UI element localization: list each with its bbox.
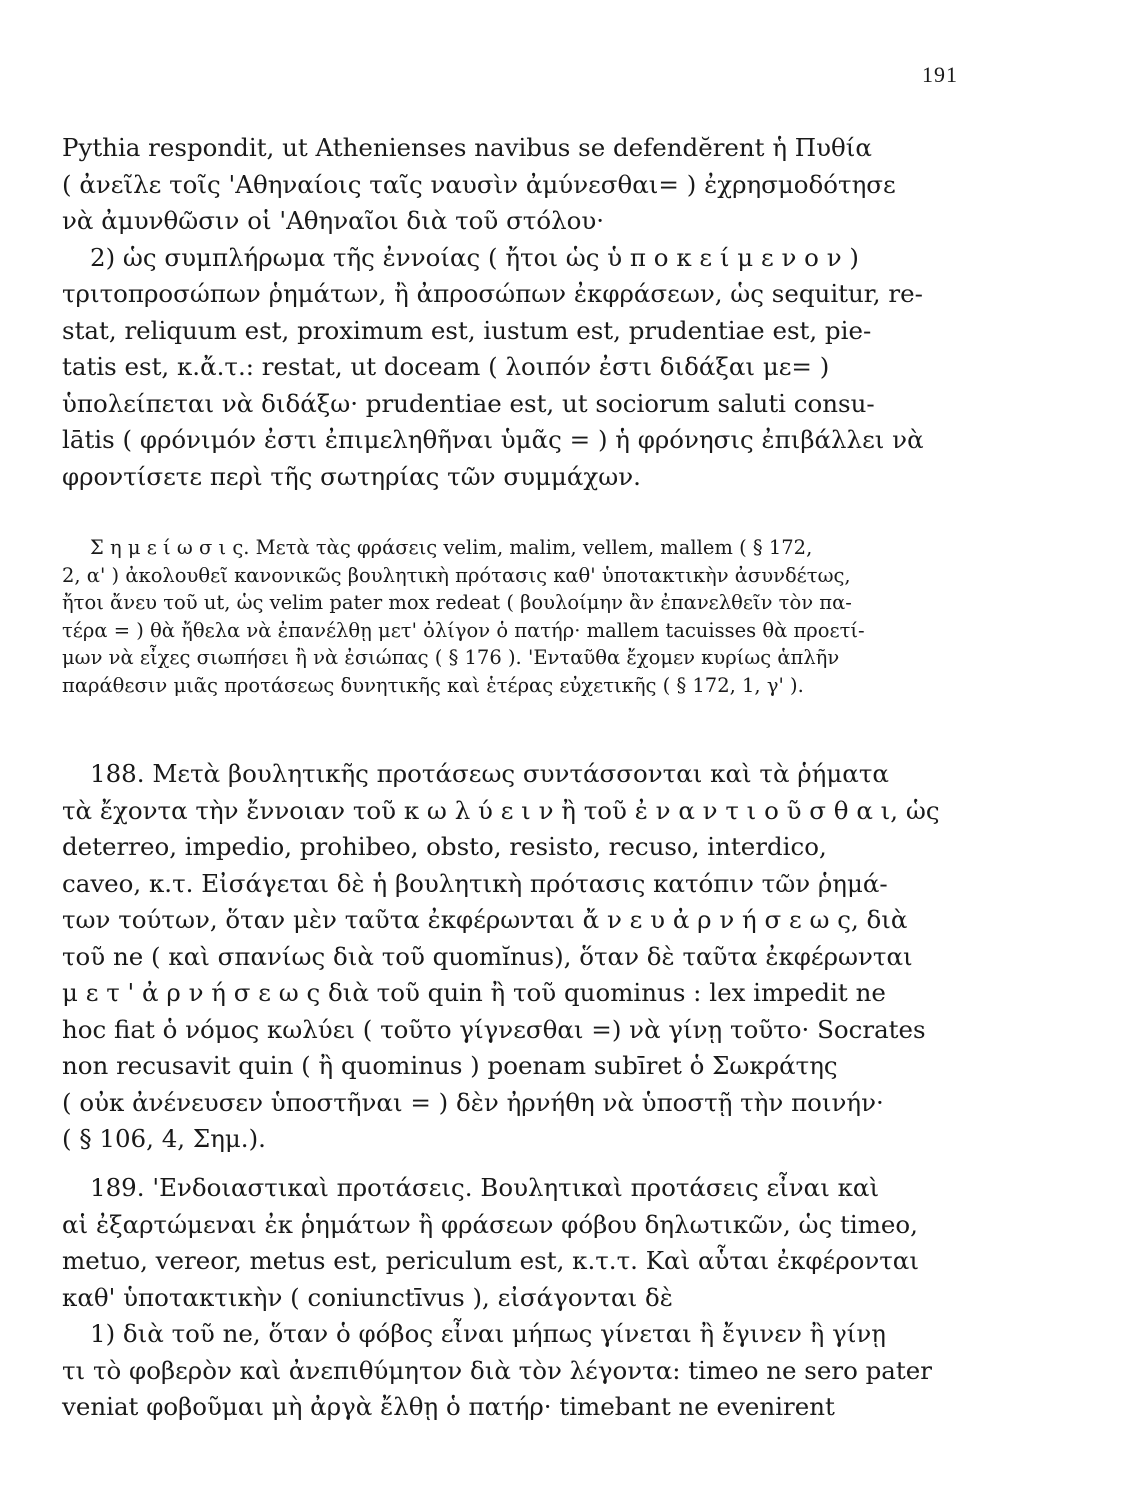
text-line: ( οὐκ ἀνένευσεν ὑποστῆναι = ) δὲν ἠρνήθη νὰ ὑποστῇ τὴν ποινήν· xyxy=(62,1087,884,1117)
text-line: τριτοπροσώπων ῥημάτων, ἢ ἀπροσώπων ἐκφράσεων, ὡς sequitur, re- xyxy=(62,279,923,308)
text-line: νὰ ἀμυνθῶσιν οἱ 'Αθηναῖοι διὰ τοῦ στόλου· xyxy=(62,206,605,235)
text-line: non recusavit quin ( ἢ quominus ) poenam subīret ὁ Σωκράτης xyxy=(62,1051,838,1080)
text-line: των τούτων, ὅταν μὲν ταῦτα ἐκφέρωνται ἄ ν ε υ ἀ ρ ν ή σ ε ω ς, διὰ xyxy=(62,905,908,934)
section-188-heading-line: 188. Μετὰ βουλητικῆς προτάσεως συντάσσονται καὶ τὰ ῥήματα xyxy=(90,759,889,788)
text-line: tatis est, κ.ἄ.τ.: restat, ut doceam ( λοιπόν ἐστι διδάξαι με= ) xyxy=(62,352,830,381)
text-line: τὰ ἔχοντα τὴν ἔννοιαν τοῦ κ ω λ ύ ε ι ν ἢ τοῦ ἐ ν α ν τ ι ο ῦ σ θ α ι, ὡς xyxy=(62,795,940,825)
text-line: Pythia respondit, ut Athenienses navibus se defendĕrent ἡ Πυθία xyxy=(62,133,872,162)
page-number: 191 xyxy=(922,62,958,87)
note-line: ἤτοι ἄνευ τοῦ ut, ὡς velim pater mox redeat ( βουλοίμην ἂν ἐπανελθεῖν τὸν πα- xyxy=(62,591,852,614)
text-line: ( § 106, 4, Σημ.). xyxy=(62,1124,266,1153)
text-line: 1) διὰ τοῦ ne, ὅταν ὁ φόβος εἶναι μήπως γίνεται ἢ ἔγινεν ἢ γίνῃ xyxy=(90,1319,886,1348)
text-line: τι τὸ φοβερὸν καὶ ἀνεπιθύμητον διὰ τὸν λέγοντα: timeo ne sero pater xyxy=(62,1355,932,1385)
text-line: ( ἀνεῖλε τοῖς 'Αθηναίοις ταῖς ναυσὶν ἀμύνεσθαι= ) ἐχρησμοδότησε xyxy=(62,169,896,199)
note-line: τέρα = ) θὰ ἤθελα νὰ ἐπανέλθῃ μετ' ὀλίγον ὁ πατήρ· mallem tacuisses θὰ προετί- xyxy=(62,618,865,642)
text-line: stat, reliquum est, proximum est, iustum est, prudentiae est, pie- xyxy=(62,315,872,345)
text-line: hoc fiat ὁ νόμος κωλύει ( τοῦτο γίγνεσθαι =) νὰ γίνῃ τοῦτο· Socrates xyxy=(62,1014,926,1044)
text-line: lātis ( φρόνιμόν ἐστι ἐπιμεληθῆναι ὑμᾶς = ) ἡ φρόνησις ἐπιβάλλει νὰ xyxy=(62,425,924,454)
text-line: deterreo, impedio, prohibeo, obsto, resisto, recuso, interdico, xyxy=(62,832,827,861)
text-line: καθ' ὑποτακτικὴν ( coniunctīvus ), εἰσάγονται δὲ xyxy=(62,1282,673,1312)
text-line: μ ε τ ' ἀ ρ ν ή σ ε ω ς διὰ τοῦ quin ἢ τοῦ quominus : lex impedit ne xyxy=(62,978,886,1007)
text-line: veniat φοβοῦμαι μὴ ἀργὰ ἔλθῃ ὁ πατήρ· timebant ne evenirent xyxy=(62,1392,835,1421)
section-188 xyxy=(62,756,968,1158)
note-line: παράθεσιν μιᾶς προτάσεως δυνητικῆς καὶ ἑτέρας εὐχετικῆς ( § 172, 1, γ' ). xyxy=(62,673,804,697)
text-line: τοῦ ne ( καὶ σπανίως διὰ τοῦ quomĭnus), ὅταν δὲ ταῦτα ἐκφέρωνται xyxy=(62,941,913,971)
text-line: 2) ὡς συμπλήρωμα τῆς ἐννοίας ( ἤτοι ὡς ὑ π ο κ ε ί μ ε ν ο ν ) xyxy=(90,242,859,272)
note-paragraph xyxy=(62,534,968,699)
section-189-heading-line: 189. 'Ενδοιαστικαὶ προτάσεις. Βουλητικαὶ προτάσεις εἶναι καὶ xyxy=(90,1173,880,1202)
section-189 xyxy=(62,1170,968,1426)
text-line: ὑπολείπεται νὰ διδάξω· prudentiae est, ut sociorum saluti consu- xyxy=(62,388,875,418)
note-line: Σ η μ ε ί ω σ ι ς. Μετὰ τὰς φράσεις velim, malim, vellem, mallem ( § 172, xyxy=(90,536,813,559)
note-line: 2, α' ) ἀκολουθεῖ κανονικῶς βουλητικὴ πρότασις καθ' ὑποτακτικὴν ἀσυνδέτως, xyxy=(62,563,851,587)
paragraph-ut-clauses xyxy=(62,130,968,495)
text-line: φροντίσετε περὶ τῆς σωτηρίας τῶν συμμάχων. xyxy=(62,461,641,491)
text-line: αἱ ἐξαρτώμεναι ἐκ ῥημάτων ἢ φράσεων φόβου δηλωτικῶν, ὡς timeo, xyxy=(62,1209,918,1239)
text-line: metuo, vereor, metus est, periculum est, κ.τ.τ. Καὶ αὗται ἐκφέρονται xyxy=(62,1246,919,1275)
text-line: caveo, κ.τ. Εἰσάγεται δὲ ἡ βουλητικὴ πρότασις κατόπιν τῶν ῥημά- xyxy=(62,868,888,898)
note-line: μων νὰ εἶχες σιωπήσει ἢ νὰ ἐσιώπας ( § 176 ). 'Ενταῦθα ἔχομεν κυρίως ἁπλῆν xyxy=(62,646,840,669)
